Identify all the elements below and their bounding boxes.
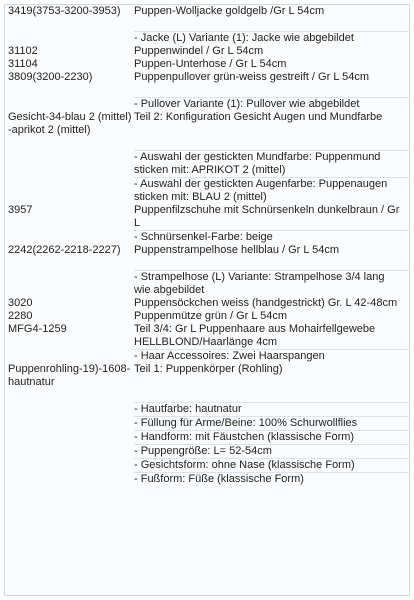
option-text: - Puppengröße: L= 52-54cm	[134, 444, 409, 458]
item-code: 2280	[8, 310, 33, 322]
item-code: 2242(2262-2218-2227)	[8, 244, 121, 256]
option-row	[5, 31, 409, 45]
item-description: Puppenstrampelhose hellblau / Gr L 54cm	[134, 244, 340, 256]
item-code: Puppenrohling-19)-1608-hautnatur	[8, 363, 131, 388]
item-description: Puppen-Wolljacke goldgelb /Gr L 54cm	[134, 5, 325, 17]
item-row	[5, 297, 409, 310]
item-row	[5, 323, 409, 349]
item-description: Puppen-Unterhose / Gr L 54cm	[134, 58, 287, 70]
item-code: 3957	[8, 204, 33, 216]
option-row	[5, 444, 409, 458]
item-row	[5, 363, 409, 389]
option-row	[5, 458, 409, 472]
item-row	[5, 5, 409, 18]
option-text: - Pullover Variante (1): Pullover wie abgebildet	[134, 97, 409, 111]
option-text: - Auswahl der gestickten Mundfarbe: Puppenmund sticken mit: APRIKOT 2 (mittel)	[134, 150, 409, 177]
item-code: MFG4-1259	[8, 323, 67, 335]
option-text: - Füllung für Arme/Beine: 100% Schurwollflies	[134, 416, 409, 430]
order-items-table	[4, 4, 410, 596]
item-description: Puppenfilzschuhe mit Schnürsenkeln dunkelbraun / Gr L	[134, 204, 400, 229]
item-row	[5, 204, 409, 230]
item-description: Puppensöckchen weiss (handgestrickt) Gr. L 42-48cm	[134, 297, 398, 309]
option-text: - Strampelhose (L) Variante: Strampelhose 3/4 lang wie abgebildet	[134, 270, 409, 297]
item-description: Puppenmütze grün / Gr L 54cm	[134, 310, 288, 322]
option-row	[5, 150, 409, 177]
item-row	[5, 244, 409, 257]
item-code: 3419(3753-3200-3953)	[8, 5, 121, 17]
option-text: - Gesichtsform: ohne Nase (klassische Form)	[134, 458, 409, 472]
option-text: - Fußform: Füße (klassische Form)	[134, 472, 409, 486]
item-row	[5, 45, 409, 58]
option-text: - Haar Accessoires: Zwei Haarspangen	[134, 349, 409, 363]
item-code: 3809(3200-2230)	[8, 71, 93, 83]
option-text: - Jacke (L) Variante (1): Jacke wie abgebildet	[134, 31, 409, 45]
option-row	[5, 177, 409, 204]
option-row	[5, 402, 409, 416]
item-description: Teil 2: Konfiguration Gesicht Augen und Mundfarbe	[134, 111, 383, 123]
option-row	[5, 472, 409, 486]
option-row	[5, 97, 409, 111]
option-row	[5, 416, 409, 430]
option-row	[5, 230, 409, 244]
item-description: Puppenpullover grün-weiss gestreift / Gr L 54cm	[134, 71, 369, 83]
option-text: - Auswahl der gestickten Augenfarbe: Puppenaugen sticken mit: BLAU 2 (mittel)	[134, 177, 409, 204]
item-row	[5, 111, 409, 137]
item-row	[5, 310, 409, 323]
item-description: Teil 3/4: Gr L Puppenhaare aus Mohairfellgewebe HELLBLOND/Haarlänge 4cm	[134, 323, 376, 348]
item-code: 31104	[8, 58, 38, 70]
option-text: - Handform: mit Fäustchen (klassische Form)	[134, 430, 409, 444]
item-row	[5, 58, 409, 71]
item-code: 3020	[8, 297, 33, 309]
option-text: - Hautfarbe: hautnatur	[134, 402, 409, 416]
item-row	[5, 71, 409, 84]
option-row	[5, 430, 409, 444]
option-row	[5, 270, 409, 297]
item-code: 31102	[8, 45, 38, 57]
item-code: Gesicht-34-blau 2 (mittel)-aprikot 2 (mittel)	[8, 111, 132, 136]
item-description: Teil 1: Puppenkörper (Rohling)	[134, 363, 283, 375]
option-row	[5, 349, 409, 363]
item-description: Puppenwindel / Gr L 54cm	[134, 45, 264, 57]
option-text: - Schnürsenkel-Farbe: beige	[134, 230, 409, 244]
order-items-list	[5, 5, 409, 486]
